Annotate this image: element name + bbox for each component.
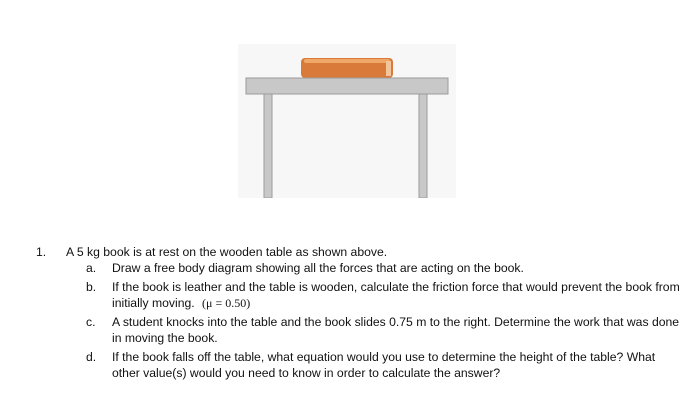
table-illustration [238, 44, 456, 198]
table-leg-right [419, 94, 427, 198]
sub-question-d [86, 349, 686, 381]
sub-question-a [86, 260, 686, 276]
sub-question-c [86, 314, 686, 346]
sub-question-text: If the book falls off the table, what equation would you use to determine the height of the table? What other value(s) would you need to know in order to calculate the answer? [112, 350, 656, 380]
book-cover-highlight [304, 59, 390, 63]
book-on-table-figure [238, 44, 456, 198]
sub-question-letter: c. [86, 315, 96, 329]
friction-coefficient: (μ = 0.50) [202, 296, 251, 310]
sub-question-letter: d. [86, 350, 97, 364]
sub-question-letter: b. [86, 280, 97, 294]
table-top [246, 78, 448, 94]
question-stem [36, 244, 686, 260]
sub-question-letter: a. [86, 261, 97, 275]
sub-question-text: If the book is leather and the table is wooden, calculate the friction force that would prevent the book from initially moving. [112, 280, 680, 310]
question-1 [36, 244, 686, 381]
sub-question-b [86, 279, 686, 311]
sub-question-text: A student knocks into the table and the book slides 0.75 m to the right. Determine the work that was done in moving the book. [112, 315, 680, 345]
question-text: A 5 kg book is at rest on the wooden table as shown above. [66, 245, 388, 259]
sub-question-text: Draw a free body diagram showing all the forces that are acting on the book. [112, 261, 524, 275]
sub-question-list [36, 260, 686, 381]
book-pages-edge [386, 61, 391, 76]
question-number: 1. [36, 245, 47, 259]
table-leg-left [264, 94, 272, 198]
